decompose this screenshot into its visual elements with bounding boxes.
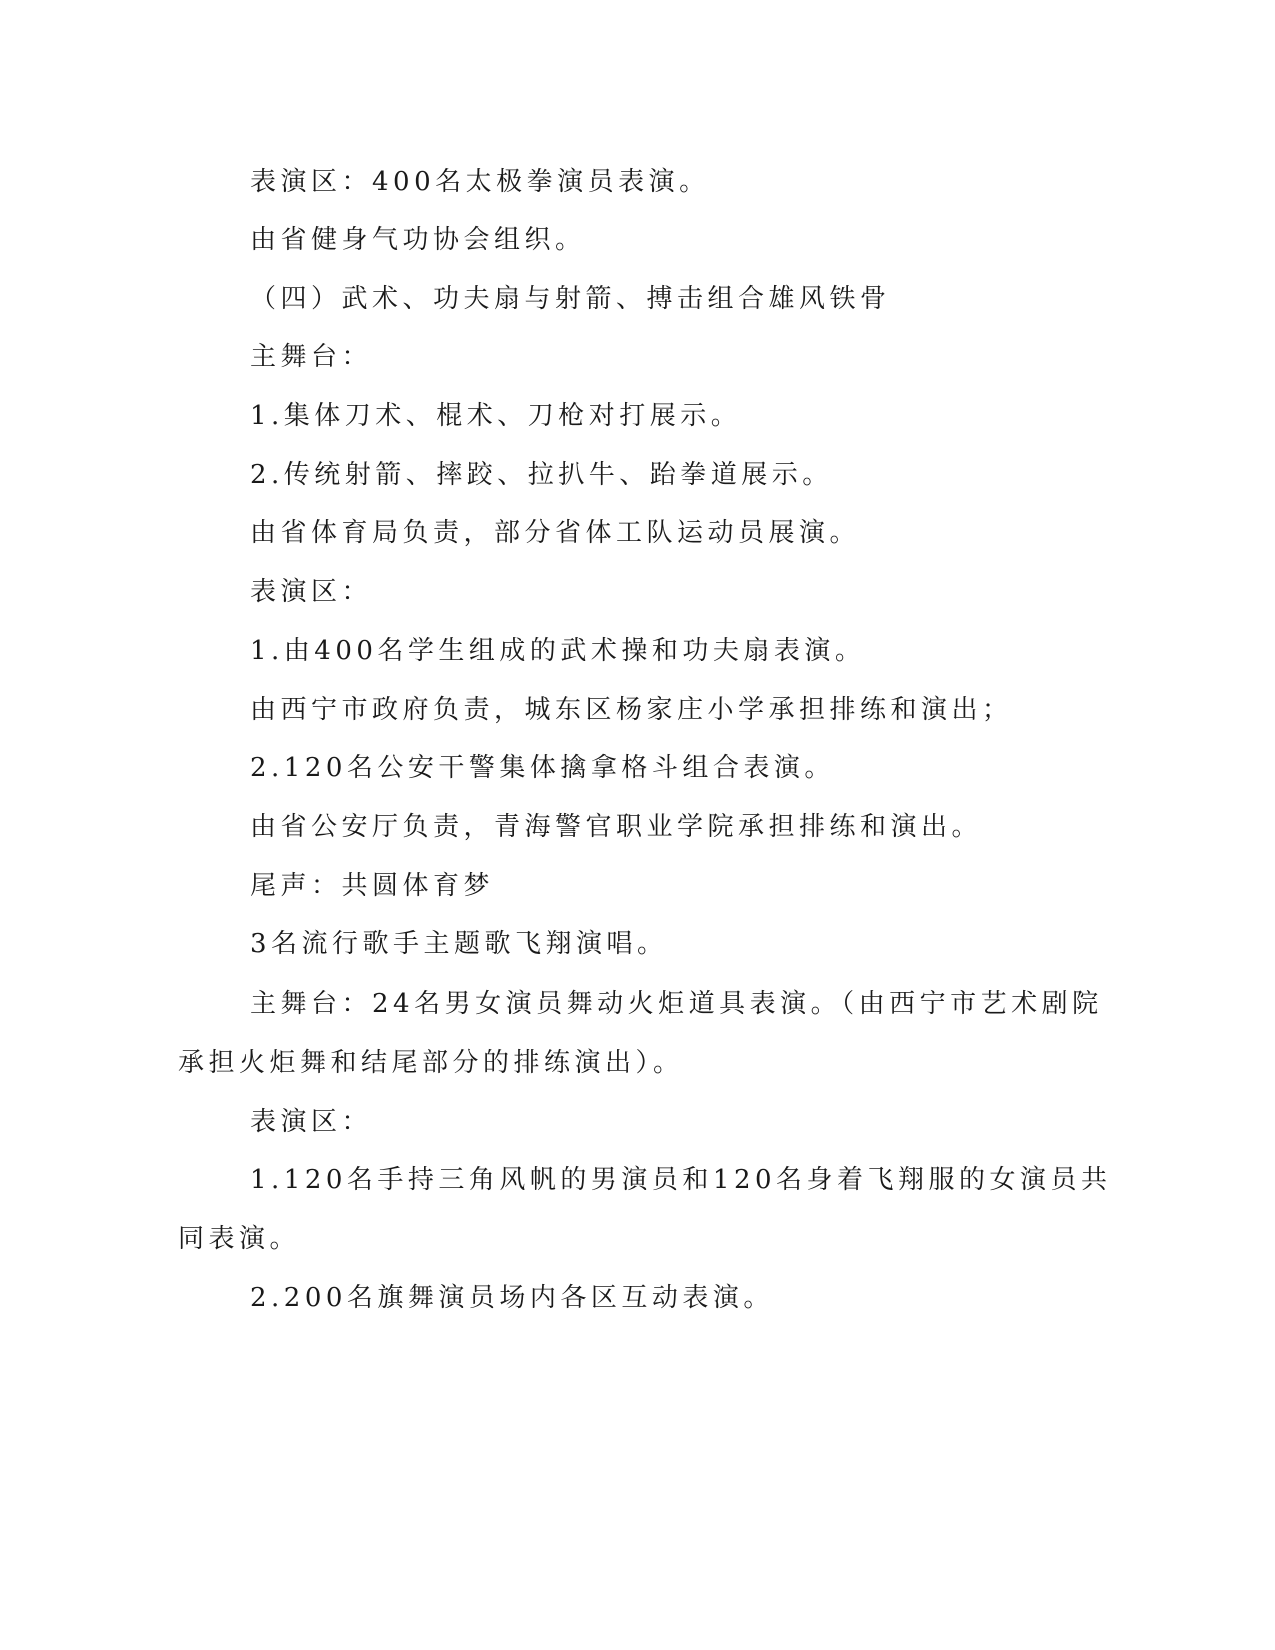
paragraph-line: 2.120名公安干警集体擒拿格斗组合表演。 (250, 753, 835, 783)
paragraph-line: 主舞台：24名男女演员舞动火炬道具表演。（由西宁市艺术剧院 (250, 989, 1103, 1019)
paragraph-line: 由省公安厅负责，青海警官职业学院承担排练和演出。 (250, 812, 983, 842)
paragraph-line: 表演区： (250, 1107, 373, 1137)
paragraph-line: 1.集体刀术、棍术、刀枪对打展示。 (250, 401, 742, 431)
paragraph-line: 1.120名手持三角风帆的男演员和120名身着飞翔服的女演员共 (250, 1165, 1112, 1195)
paragraph-line: 2.200名旗舞演员场内各区互动表演。 (250, 1283, 774, 1313)
paragraph-line: 由省健身气功协会组织。 (250, 225, 586, 255)
paragraph-line: 2.传统射箭、摔跤、拉扒牛、跆拳道展示。 (250, 460, 833, 490)
section-heading: 尾声：共圆体育梦 (250, 871, 495, 901)
paragraph-line: 3名流行歌手主题歌飞翔演唱。 (250, 929, 668, 959)
paragraph-line: 由西宁市政府负责，城东区杨家庄小学承担排练和演出； (250, 695, 1013, 725)
paragraph-line: 1.由400名学生组成的武术操和功夫扇表演。 (250, 636, 866, 666)
paragraph-line: 表演区：400名太极拳演员表演。 (250, 167, 710, 197)
paragraph-line: 承担火炬舞和结尾部分的排练演出）。 (178, 1048, 684, 1078)
paragraph-line: 同表演。 (178, 1224, 301, 1254)
section-heading: （四）武术、功夫扇与射箭、搏击组合雄风铁骨 (250, 284, 891, 314)
paragraph-line: 主舞台： (250, 342, 373, 372)
paragraph-line: 由省体育局负责，部分省体工队运动员展演。 (250, 518, 861, 548)
paragraph-line: 表演区： (250, 577, 373, 607)
